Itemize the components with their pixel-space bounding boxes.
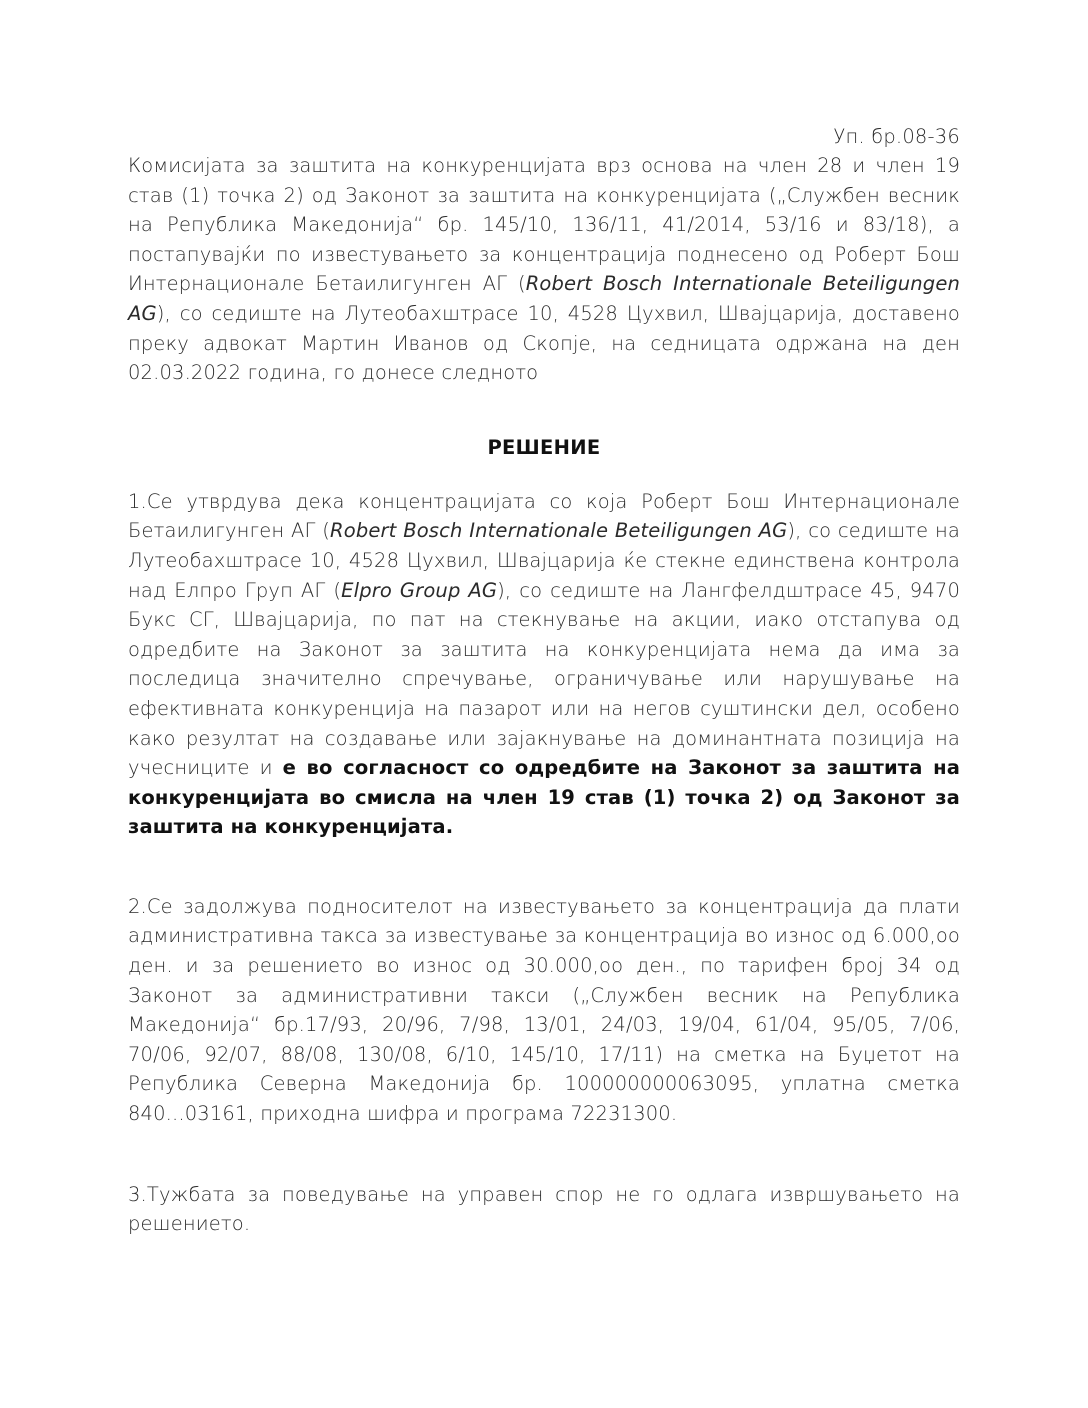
item-1-paragraph bbox=[128, 487, 960, 842]
item-1-conclusion: е во согласност со одредбите на Законот за заштита на конкуренцијата во смисла на член 19 став (1) точка 2) од Законот за заштита на конкуренцијата. bbox=[128, 756, 960, 839]
intro-text: Комисијата за заштита на конкуренцијата врз основа на член 28 и член 19 став (1) точка 2) од Законот за заштита на конкуренцијата („Службен весник на Република Македонија“ бр. 145/10, 136/11, 41/2014, 53/16 и 83/18), а постапувајќи по известувањето за концентрација поднесено од Роберт Бош Интернационале Бетаилигунген АГ ( bbox=[128, 154, 960, 296]
intro-paragraph bbox=[128, 151, 960, 388]
intro-company-latin: Robert Bosch Internationale Beteiligungen AG bbox=[128, 272, 960, 325]
item-1-text-a: 1.Се утврдува дека концентрацијата со која Роберт Бош Интернационале Бетаилигунген АГ ( bbox=[128, 489, 960, 543]
item-3-paragraph: 3.Тужбата за поведување на управен спор не го одлага извршувањето на решението. bbox=[128, 1182, 960, 1236]
item-1-acquirer-latin: Robert Bosch Internationale Beteiligungen AG bbox=[330, 519, 788, 543]
document-page bbox=[128, 122, 960, 1239]
intro-text-end: ), со седиште на Лутеобахштрасе 10, 4528 Цухвил, Швајцарија, доставено преку адвокат Мартин Иванов од Скопје, на седницата одржана на ден 02.03.2022 година, го донесе следното bbox=[128, 301, 960, 385]
case-reference: Уп. бр.08-36 bbox=[833, 125, 960, 148]
item-2-paragraph: 2.Се задолжува подносителот на известувањето за концентрација да плати административна такса за известување за концентрација во износ од 6.000,oo ден. и за решението во износ од 30.000,oo ден., по тарифен број 34 од Законот за административни такси („Службен весник на Република Македонија“ бр.17/93, 20/96, 7/98, 13/01, 24/03, 19/04, 61/04, 95/05, 7/06, 70/06, 92/07, 88/08, 130/08, 6/10, 145/10, 17/11) на сметка на Буџетот на Република Северна Македонија бр. 100000000063095, уплатна сметка 840...03161, приходна шифра и програма 72231300. bbox=[128, 894, 960, 1126]
item-1-text-c: ), со седиште на Лангфелдштрасе 45, 9470 Букс СГ, Швајцарија, по пат на стекнување на акции, иако отстапува од одредбите на Законот за заштита на конкуренцијата нема да има за последица значително спречување, ограничување или нарушување на ефективната конкуренција на пазарот или на негов суштински дел, особено како резултат на создавање или зајакнување на доминантната позиција на учесниците и bbox=[128, 578, 961, 780]
item-1-text-b: ), со седиште на Лутеобахштрасе 10, 4528 Цухвил, Швајцарија ќе стекне единствена контрола над Елпро Груп АГ ( bbox=[128, 519, 961, 602]
decision-title: РЕШЕНИЕ bbox=[487, 435, 601, 459]
item-1-target-latin: Elpro Group AG bbox=[341, 578, 498, 602]
